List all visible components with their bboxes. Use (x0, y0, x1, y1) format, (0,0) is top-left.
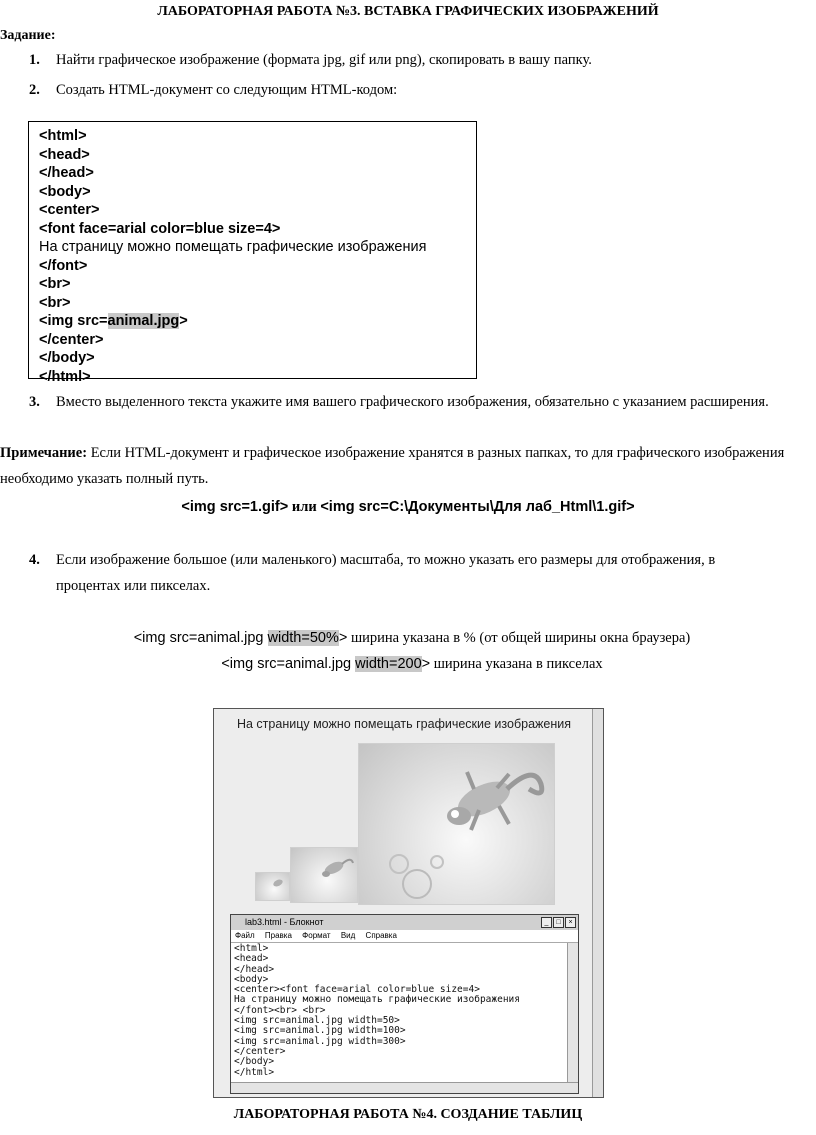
notepad-titlebar (231, 915, 578, 930)
code-segment: <img src=animal.jpg (133, 630, 268, 646)
notepad-vertical-scrollbar[interactable] (567, 943, 578, 1083)
item-text: процентах или пикселах. (56, 578, 211, 594)
next-lab-title: ЛАБОРАТОРНАЯ РАБОТА №4. СОЗДАНИЕ ТАБЛИЦ (233, 1107, 583, 1122)
menu-item-format[interactable]: Формат (302, 931, 331, 940)
task-item-2 (0, 82, 816, 102)
notepad-menubar (231, 930, 578, 943)
code-segment: <img src= (39, 313, 108, 329)
width-description: ширина указана в % (от общей ширины окна браузера) (347, 630, 691, 646)
item-number: 2. (29, 82, 40, 98)
browser-heading: На страницу можно помещать графические изображения (236, 717, 571, 731)
item-number: 1. (29, 52, 40, 68)
gecko-image-small (255, 872, 290, 901)
task-item-4 (0, 552, 816, 572)
browser-screenshot (213, 708, 604, 1098)
notepad-horizontal-scrollbar[interactable] (231, 1082, 578, 1093)
task-item-4-cont (0, 578, 816, 598)
code-line: <br> (39, 276, 71, 292)
note-text: Если HTML-документ и графическое изображение хранятся в разных папках, то для графического изображения (87, 445, 785, 461)
code-line: <center> (39, 202, 100, 218)
notepad-text[interactable]: <html> <head> </head> <body> <center><font face=arial color=blue size=4> На страницу можно помещать графические изображения </font><br> <br> <img src=animal.jpg width=50> <img src=animal.jpg width=100> <img src=animal.jpg width=300> </center> </body> </html> (234, 943, 520, 1078)
code-line: <head> (39, 146, 90, 163)
note-label: Примечание: (0, 445, 88, 461)
browser-scrollbar[interactable] (592, 709, 603, 1097)
page-title: ЛАБОРАТОРНАЯ РАБОТА №3. ВСТАВКА ГРАФИЧЕСКИХ ИЗОБРАЖЕНИЙ (157, 4, 659, 19)
task-item-1 (0, 52, 816, 72)
gecko-image-medium (290, 847, 358, 903)
code-segment: > (179, 313, 188, 329)
code-line: <body> (39, 183, 91, 200)
notepad-title: lab3.html - Блокнот (245, 917, 324, 927)
item-number: 4. (29, 552, 40, 568)
minimize-icon[interactable]: _ (541, 917, 552, 928)
gecko-icon (256, 873, 289, 900)
gecko-icon (291, 848, 357, 902)
width-description: ширина указана в пикселах (430, 656, 603, 672)
item-text: Найти графическое изображение (формата jpg, gif или png), скопировать в вашу папку. (56, 52, 592, 68)
item-text: Если изображение большое (или маленького) масштаба, то можно указать его размеры для отображения, в (56, 552, 716, 568)
code-line: </head> (39, 165, 94, 181)
menu-item-edit[interactable]: Правка (264, 931, 292, 940)
highlighted-width: width=50% (267, 630, 339, 646)
code-line: </center> (39, 331, 104, 348)
item-text: Вместо выделенного текста укажите имя вашего графического изображения, обязательно с указанием расширения. (56, 394, 769, 410)
code-segment: > (421, 656, 431, 672)
highlighted-filename: animal.jpg (107, 313, 180, 329)
code-line: </html> (39, 368, 91, 385)
width-example-pixels (4, 656, 816, 673)
code-line-img (39, 312, 426, 331)
code-line: <font face=arial color=blue size=4> (39, 220, 281, 237)
code-line: </body> (39, 350, 95, 366)
maximize-icon[interactable]: □ (553, 917, 564, 928)
menu-item-help[interactable]: Справка (365, 931, 397, 940)
code-segment: <img src=animal.jpg (221, 656, 356, 672)
code-line: На страницу можно помещать графические изображения (39, 239, 427, 255)
path-example (0, 499, 816, 516)
example-or: или (288, 499, 321, 515)
code-line: <br> (39, 294, 71, 311)
example-relative: <img src=1.gif> (181, 499, 289, 515)
example-absolute: <img src=C:\Документы\Для лаб_Html\1.gif> (320, 499, 635, 515)
task-label: Задание: (0, 28, 56, 43)
gecko-image-large (358, 743, 555, 905)
item-number: 3. (29, 394, 40, 410)
menu-item-file[interactable]: Файл (235, 931, 255, 940)
code-line: </font> (39, 257, 88, 274)
task-item-3 (0, 394, 816, 414)
note-line-1 (0, 445, 784, 462)
item-text: Создать HTML-документ со следующим HTML-кодом: (56, 82, 398, 98)
width-example-percent (4, 630, 816, 647)
highlighted-width: width=200 (355, 656, 422, 672)
notepad-window (230, 914, 579, 1094)
code-box (28, 121, 477, 385)
code-segment: > (338, 630, 348, 646)
code-line: <html> (39, 128, 87, 144)
gecko-icon (359, 744, 554, 904)
note-line-2: необходимо указать полный путь. (0, 471, 209, 487)
menu-item-view[interactable]: Вид (340, 931, 356, 940)
close-icon[interactable]: × (565, 917, 576, 928)
